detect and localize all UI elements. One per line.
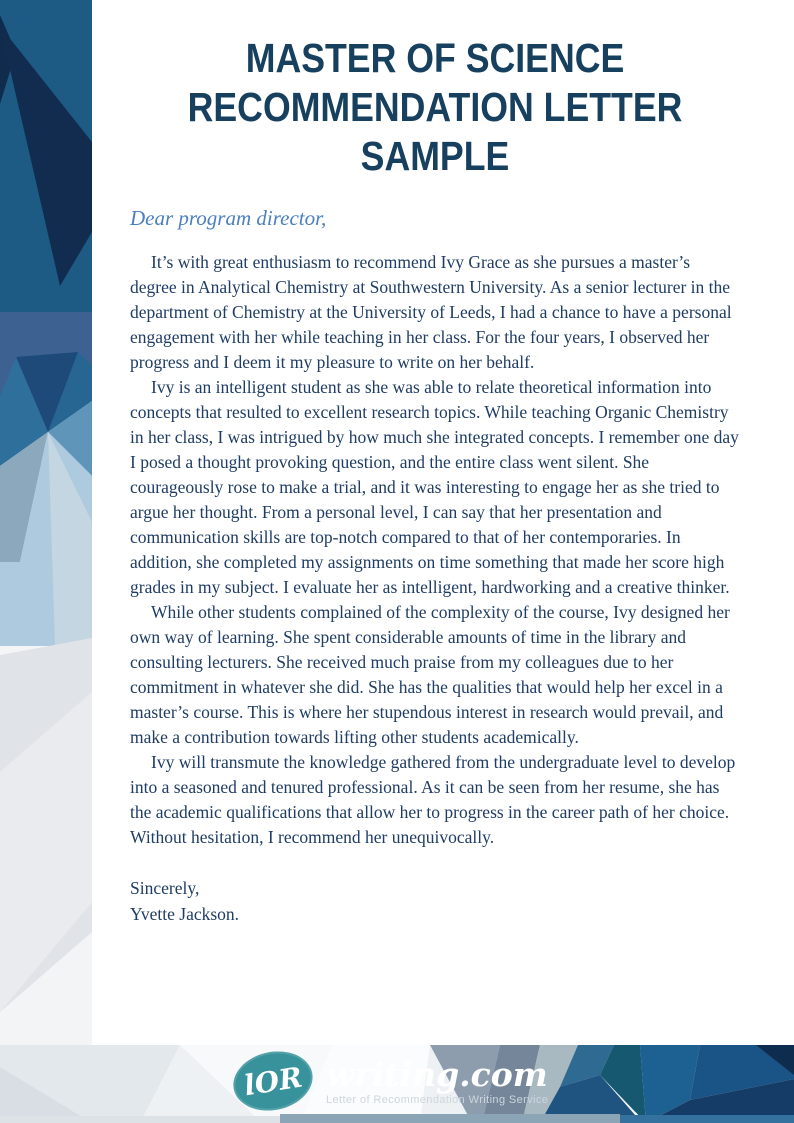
letter-paragraph: It’s with great enthusiasm to recommend Ivy Grace as she pursues a master’s degree in Analytical Chemistry at Southwestern University. As a senior lecturer in the department of Chemistry at the University of Leeds, I had a chance to have a personal engagement with her while teaching in her class. For the four years, I observed her progress and I deem it my pleasure to write on her behalf. [130,252,732,372]
letter-paragraph: Ivy is an intelligent student as she was able to relate theoretical information into concepts that resulted to excellent research topics. While teaching Organic Chemistry in her class, I was intrigued by how much she integrated concepts. I remember one day I posed a thought provoking question, and the entire class went silent. She courageously rose to make a trial, and it was interesting to engage her as she tried to argue her thought. From a personal level, I can say that her presentation and communication skills are top-notch compared to that of her contemporaries. In addition, she completed my assignments on time something that made her score high grades in my subject. I evaluate her as intelligent, hardworking and a creative thinker. [130,377,739,597]
brand-logo [233,1052,548,1110]
signature-name: Yvette Jackson. [130,904,240,924]
letter-body [130,250,740,850]
brand-tagline: Letter of Recommendation Writing Service [325,1093,549,1106]
lor-badge-text: lOR [241,1060,305,1102]
letter-paragraph: Ivy will transmute the knowledge gathered from the undergraduate level to develop into a seasoned and tenured professional. As it can be seen from her resume, she has the academic qualifications that allow her to progress in the career path of her choice. Without hesitation, I recommend her unequivocally. [130,752,736,847]
letter-content [130,0,740,927]
page-title-line: SAMPLE [360,133,510,179]
page-title-line: MASTER OF SCIENCE [245,35,625,81]
lor-badge-icon [228,1044,318,1117]
footer-banner [0,1045,794,1123]
brand-name: writing.com [325,1054,548,1094]
salutation: Dear program director, [130,206,327,230]
brand-text [325,1054,549,1106]
page-title [170,34,701,181]
page-title-line: RECOMMENDATION LETTER [187,84,683,130]
letter-paragraph: While other students complained of the complexity of the course, Ivy designed her own way of learning. She spent considerable amounts of time in the library and consulting lecturers. She received much praise from my colleagues due to her commitment in whatever she did. She has the qualities that would help her excel in a master’s course. This is where her stupendous interest in research would prevail, and make a contribution towards lifting other students academically. [130,602,730,747]
closing-block [130,875,740,927]
closing-phrase: Sincerely, [130,878,200,898]
left-border-mosaic-decoration [0,0,92,1123]
